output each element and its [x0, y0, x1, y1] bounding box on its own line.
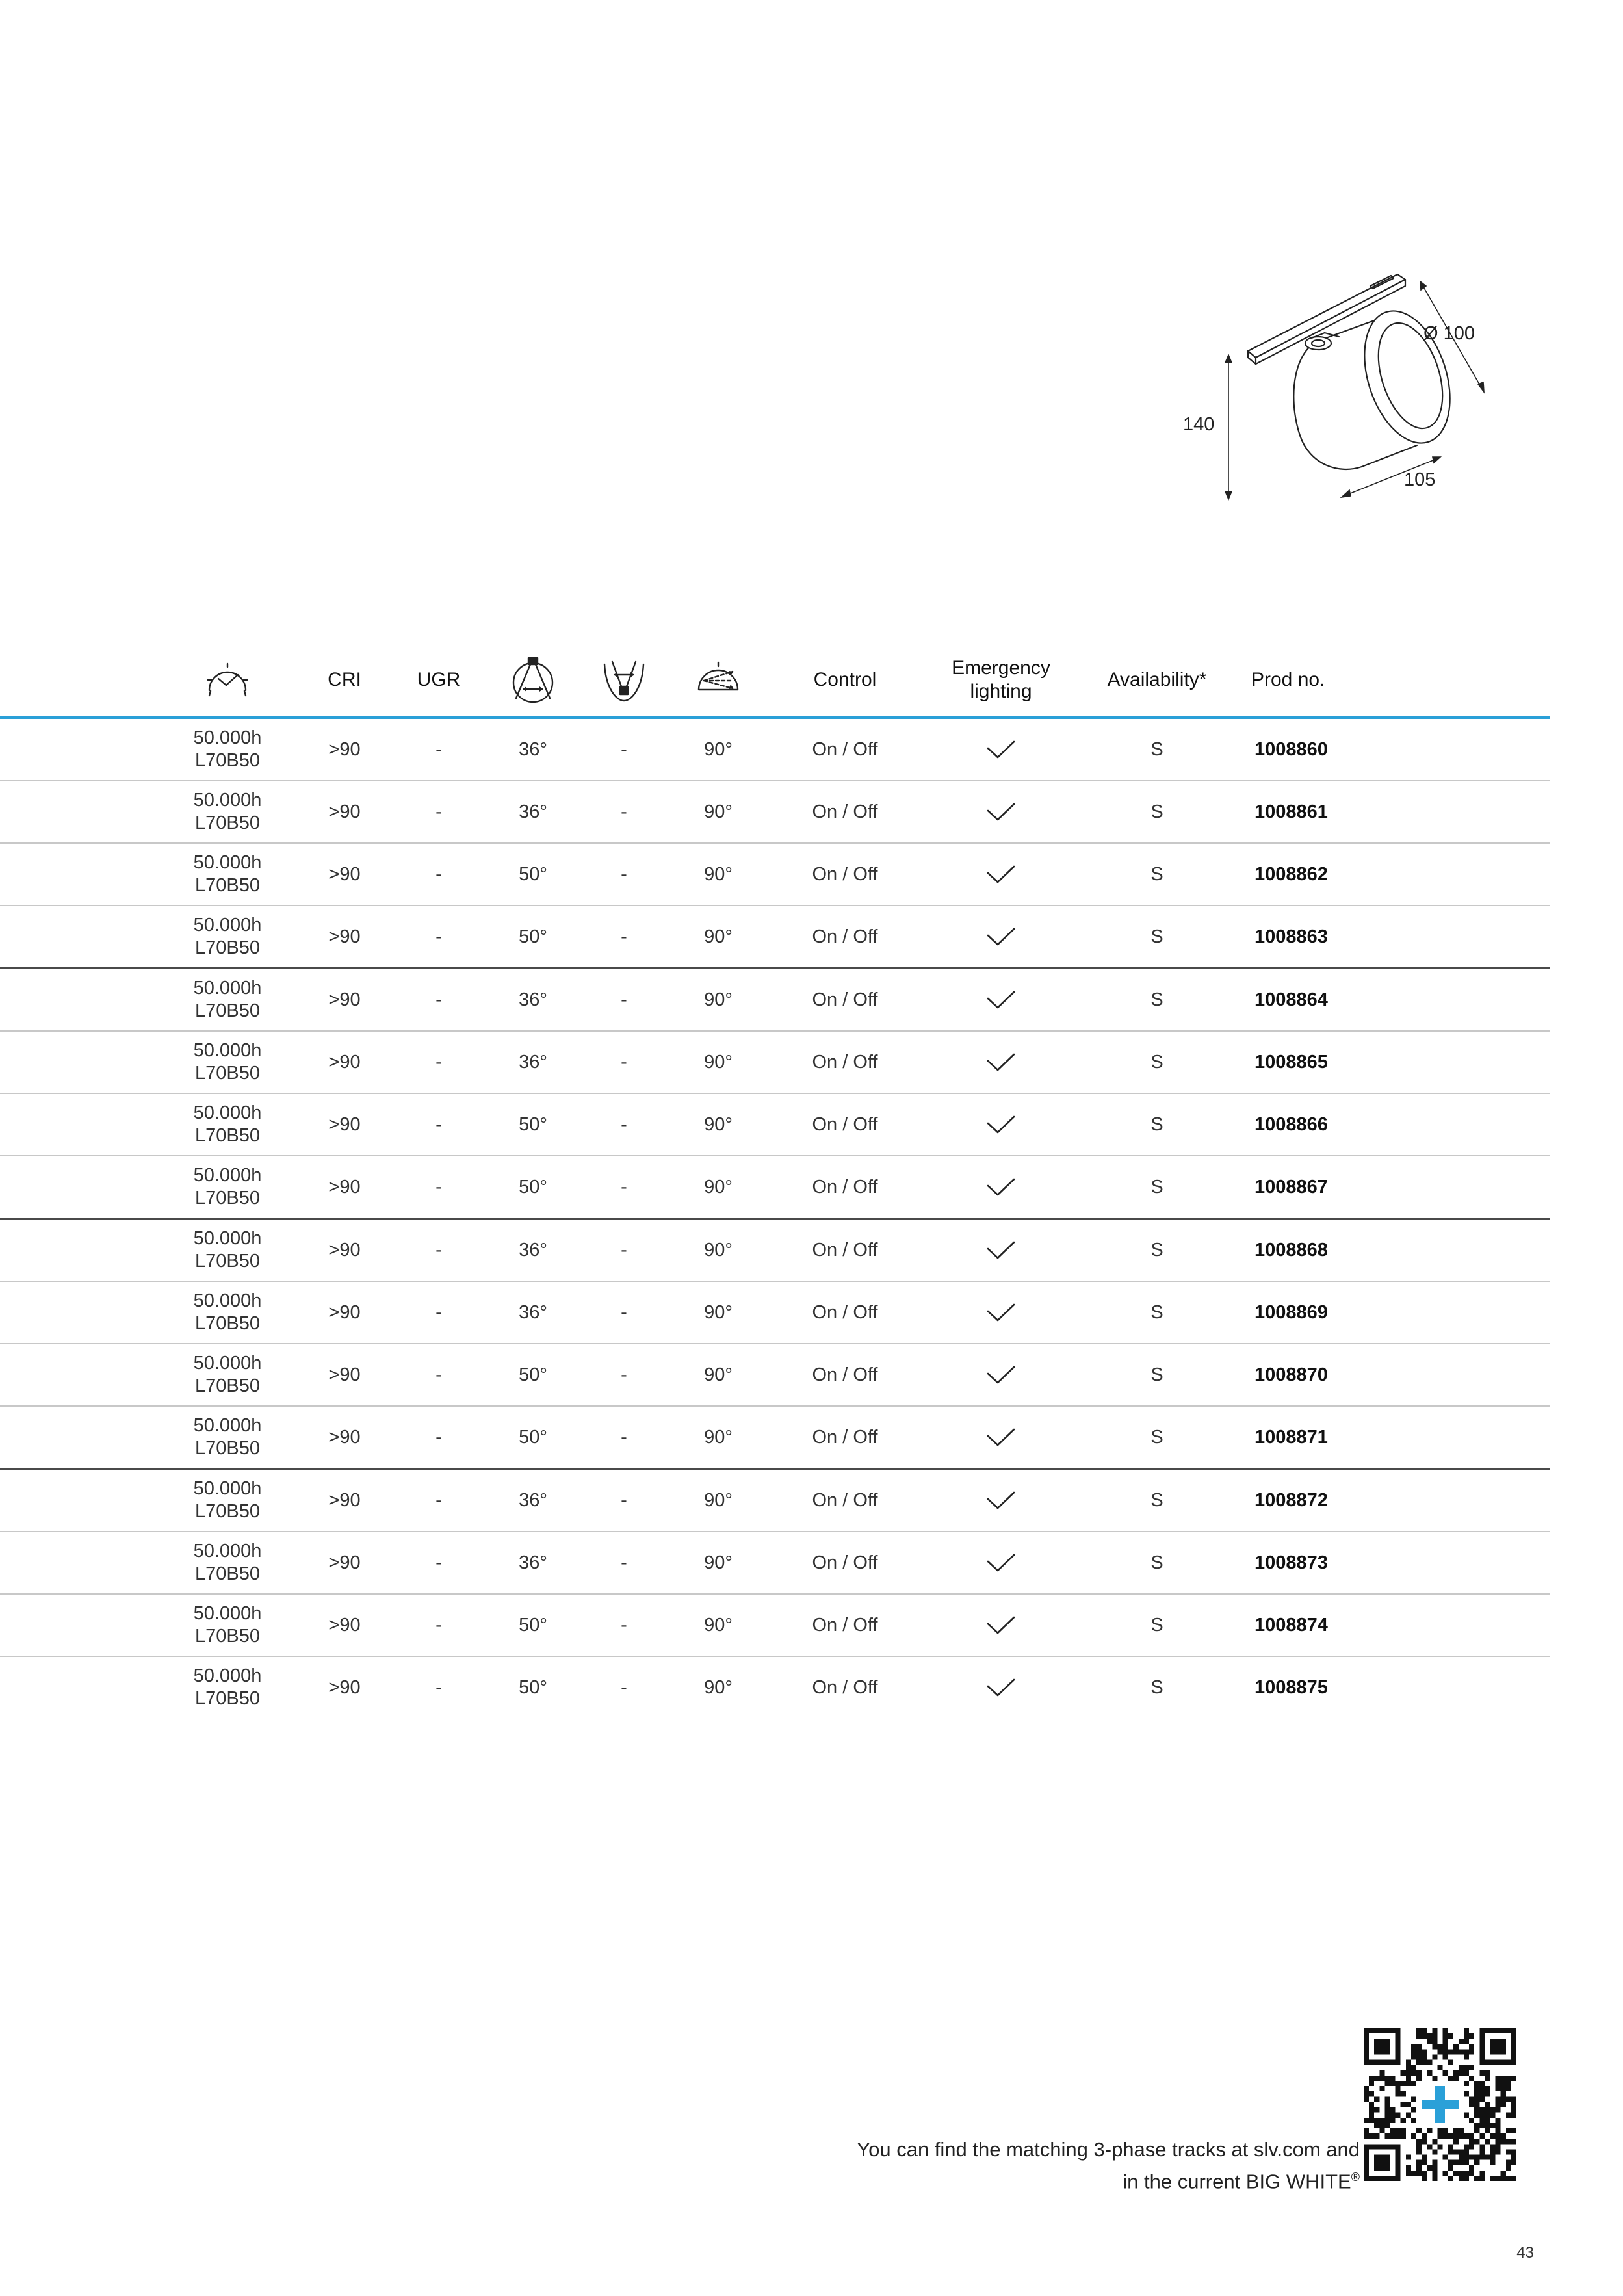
lifetime-hours: 50.000h: [193, 1165, 262, 1186]
wide-beam-cell: -: [621, 863, 627, 885]
lifetime-cell: [162, 719, 292, 780]
cri-cell: >90: [328, 1301, 361, 1323]
table-row: [0, 1094, 1550, 1156]
emergency-cell: [923, 1532, 1079, 1593]
prod-no-cell: 1008863: [1254, 926, 1328, 947]
prod-no-cell: 1008865: [1254, 1051, 1328, 1073]
availability-cell: S: [1150, 738, 1163, 760]
table-body: [0, 719, 1550, 1718]
checkmark-icon: [986, 926, 1016, 947]
control-cell: On / Off: [812, 1552, 878, 1573]
wide-beam-cell: -: [621, 801, 627, 822]
lifetime-header: [162, 644, 292, 716]
prod-no-cell: 1008869: [1254, 1301, 1328, 1323]
ugr-header: UGR: [417, 669, 461, 690]
table-row: [0, 1156, 1550, 1220]
availability-cell: S: [1150, 1676, 1163, 1698]
control-cell: On / Off: [812, 1614, 878, 1636]
lifetime-cell: [162, 1532, 292, 1593]
lifetime-rating: L70B50: [194, 750, 260, 771]
table-row: [0, 1657, 1550, 1718]
availability-cell: S: [1150, 989, 1163, 1010]
lifetime-hours: 50.000h: [193, 1228, 262, 1249]
control-cell: On / Off: [812, 863, 878, 885]
lifetime-cell: [162, 1595, 292, 1656]
emergency-cell: [923, 1094, 1079, 1155]
beam-angle-cell: 50°: [519, 863, 547, 885]
availability-cell: S: [1150, 1614, 1163, 1636]
emergency-cell: [923, 1407, 1079, 1468]
lifetime-rating: L70B50: [194, 1125, 260, 1146]
wide-beam-cell: -: [621, 1489, 627, 1511]
lifetime-rating: L70B50: [194, 937, 260, 958]
tilt-angle-cell: 90°: [704, 1114, 733, 1135]
table-row: [0, 1344, 1550, 1407]
availability-cell: S: [1150, 1114, 1163, 1135]
checkmark-icon: [986, 864, 1016, 885]
beam-angle-cell: 50°: [519, 1114, 547, 1135]
lifetime-hours: 50.000h: [193, 727, 262, 748]
cri-cell: >90: [328, 738, 361, 760]
tilt-angle-header: [679, 644, 757, 716]
lifetime-cell: [162, 1470, 292, 1531]
lifetime-rating: L70B50: [194, 1313, 260, 1334]
table-row: [0, 719, 1550, 781]
ugr-cell: -: [435, 1614, 442, 1636]
control-header: Control: [813, 669, 877, 690]
cri-cell: >90: [328, 1364, 361, 1385]
emergency-cell: [923, 1657, 1079, 1718]
ugr-cell: -: [435, 989, 442, 1010]
emergency-cell: [923, 844, 1079, 905]
cri-cell: >90: [328, 1114, 361, 1135]
cri-cell: >90: [328, 989, 361, 1010]
wide-beam-cell: -: [621, 1051, 627, 1073]
checkmark-icon: [986, 1302, 1016, 1323]
dim-diameter-label: Ø 100: [1423, 323, 1475, 344]
lifetime-hours: 50.000h: [193, 1040, 262, 1061]
lifetime-cell: [162, 1094, 292, 1155]
lifetime-rating: L70B50: [194, 1376, 260, 1396]
table-header-row: [0, 644, 1550, 719]
lifetime-hours: 50.000h: [193, 1290, 262, 1311]
prod-no-cell: 1008870: [1254, 1364, 1328, 1385]
dim-depth-label: 105: [1404, 469, 1436, 490]
table-row: [0, 969, 1550, 1032]
cri-cell: >90: [328, 1614, 361, 1636]
table-row: [0, 781, 1550, 844]
clock-icon: [201, 660, 253, 699]
ugr-cell: -: [435, 1051, 442, 1073]
control-cell: On / Off: [812, 1176, 878, 1197]
page-number: 43: [1516, 2244, 1534, 2262]
availability-cell: S: [1150, 1301, 1163, 1323]
wide-beam-cell: -: [621, 1426, 627, 1448]
emergency-cell: [923, 1220, 1079, 1281]
ugr-cell: -: [435, 1364, 442, 1385]
beam-angle-cell: 36°: [519, 1301, 547, 1323]
tilt-angle-icon: [692, 657, 744, 703]
wide-beam-cell: -: [621, 989, 627, 1010]
lifetime-cell: [162, 1344, 292, 1405]
lifetime-rating: L70B50: [194, 1063, 260, 1084]
cri-cell: >90: [328, 1176, 361, 1197]
cri-cell: >90: [328, 1676, 361, 1698]
emergency-cell: [923, 1470, 1079, 1531]
beam-angle-cell: 50°: [519, 1426, 547, 1448]
checkmark-icon: [986, 739, 1016, 760]
tilt-angle-cell: 90°: [704, 1239, 733, 1260]
beam-angle-cell: 36°: [519, 1239, 547, 1260]
tilt-angle-cell: 90°: [704, 1489, 733, 1511]
lifetime-rating: L70B50: [194, 1563, 260, 1584]
dim-height-label: 140: [1183, 414, 1215, 435]
lifetime-hours: 50.000h: [193, 1415, 262, 1436]
emergency-cell: [923, 906, 1079, 967]
tilt-angle-cell: 90°: [704, 1364, 733, 1385]
lifetime-hours: 50.000h: [193, 1541, 262, 1561]
ugr-cell: -: [435, 738, 442, 760]
lifetime-hours: 50.000h: [193, 790, 262, 811]
lifetime-rating: L70B50: [194, 1626, 260, 1647]
lifetime-rating: L70B50: [194, 1688, 260, 1709]
wide-beam-cell: -: [621, 1552, 627, 1573]
lifetime-cell: [162, 1156, 292, 1218]
wide-beam-cell: -: [621, 926, 627, 947]
availability-cell: S: [1150, 863, 1163, 885]
control-cell: On / Off: [812, 801, 878, 822]
lifetime-cell: [162, 1282, 292, 1343]
ugr-cell: -: [435, 1176, 442, 1197]
cri-cell: >90: [328, 926, 361, 947]
beam-angle-header: [494, 644, 572, 716]
prod-no-header: Prod no.: [1251, 669, 1325, 690]
lifetime-hours: 50.000h: [193, 978, 262, 998]
prod-no-cell: 1008860: [1254, 738, 1328, 760]
product-dimension-drawing: [1183, 260, 1521, 514]
control-cell: On / Off: [812, 1426, 878, 1448]
cri-cell: >90: [328, 1239, 361, 1260]
control-cell: On / Off: [812, 1239, 878, 1260]
lifetime-hours: 50.000h: [193, 915, 262, 935]
emergency-cell: [923, 1595, 1079, 1656]
prod-no-cell: 1008873: [1254, 1552, 1328, 1573]
lifetime-cell: [162, 844, 292, 905]
cri-cell: >90: [328, 863, 361, 885]
tilt-angle-cell: 90°: [704, 863, 733, 885]
beam-angle-cell: 50°: [519, 926, 547, 947]
tracks-footnote: [857, 2135, 1360, 2195]
prod-no-cell: 1008875: [1254, 1676, 1328, 1698]
lifetime-rating: L70B50: [194, 1188, 260, 1208]
lifetime-cell: [162, 906, 292, 967]
table-row: [0, 1282, 1550, 1344]
cri-cell: >90: [328, 1426, 361, 1448]
table-row: [0, 906, 1550, 969]
lifetime-cell: [162, 1032, 292, 1093]
lifetime-rating: L70B50: [194, 875, 260, 896]
control-cell: On / Off: [812, 926, 878, 947]
lifetime-rating: L70B50: [194, 1438, 260, 1459]
emergency-header-label: Emergency lighting: [952, 657, 1050, 702]
ugr-cell: -: [435, 1552, 442, 1573]
emergency-cell: [923, 1156, 1079, 1218]
emergency-cell: [923, 719, 1079, 780]
availability-cell: S: [1150, 1552, 1163, 1573]
ugr-cell: -: [435, 1489, 442, 1511]
lifetime-rating: L70B50: [194, 1000, 260, 1021]
registered-mark: ®: [1351, 2171, 1360, 2184]
checkmark-icon: [986, 802, 1016, 822]
cri-cell: >90: [328, 1051, 361, 1073]
tilt-angle-cell: 90°: [704, 738, 733, 760]
cri-cell: >90: [328, 1552, 361, 1573]
table-row: [0, 1532, 1550, 1595]
wide-beam-cell: -: [621, 1301, 627, 1323]
table-row: [0, 1032, 1550, 1094]
beam-angle-icon: [507, 655, 559, 705]
emergency-cell: [923, 969, 1079, 1030]
ugr-cell: -: [435, 1239, 442, 1260]
control-cell: On / Off: [812, 1489, 878, 1511]
table-row: [0, 1470, 1550, 1532]
cri-header: CRI: [328, 669, 361, 690]
lifetime-cell: [162, 1407, 292, 1468]
table-row: [0, 1407, 1550, 1470]
table-row: [0, 844, 1550, 906]
cri-cell: >90: [328, 1489, 361, 1511]
beam-angle-cell: 36°: [519, 738, 547, 760]
lifetime-cell: [162, 1220, 292, 1281]
lifetime-rating: L70B50: [194, 813, 260, 833]
ugr-cell: -: [435, 1426, 442, 1448]
tilt-angle-cell: 90°: [704, 1614, 733, 1636]
emergency-cell: [923, 1032, 1079, 1093]
tilt-angle-cell: 90°: [704, 926, 733, 947]
availability-header: Availability*: [1107, 669, 1207, 690]
beam-angle-cell: 50°: [519, 1176, 547, 1197]
prod-no-cell: 1008868: [1254, 1239, 1328, 1260]
wide-beam-cell: -: [621, 1364, 627, 1385]
checkmark-icon: [986, 1552, 1016, 1573]
beam-angle-cell: 50°: [519, 1614, 547, 1636]
control-cell: On / Off: [812, 1114, 878, 1135]
table-row: [0, 1220, 1550, 1282]
lifetime-cell: [162, 969, 292, 1030]
specification-table: [0, 644, 1550, 1718]
availability-cell: S: [1150, 801, 1163, 822]
ugr-cell: -: [435, 863, 442, 885]
prod-no-cell: 1008864: [1254, 989, 1328, 1010]
prod-no-cell: 1008867: [1254, 1176, 1328, 1197]
availability-cell: S: [1150, 1239, 1163, 1260]
checkmark-icon: [986, 1490, 1016, 1511]
availability-cell: S: [1150, 1426, 1163, 1448]
availability-cell: S: [1150, 1489, 1163, 1511]
control-cell: On / Off: [812, 989, 878, 1010]
wide-beam-angle-icon: [598, 655, 650, 705]
beam-angle-cell: 36°: [519, 1489, 547, 1511]
footnote-line-2: [857, 2163, 1360, 2195]
checkmark-icon: [986, 1177, 1016, 1197]
ugr-cell: -: [435, 801, 442, 822]
lifetime-rating: L70B50: [194, 1501, 260, 1522]
prod-no-cell: 1008862: [1254, 863, 1328, 885]
beam-angle-cell: 50°: [519, 1364, 547, 1385]
footnote-line-1: You can find the matching 3-phase tracks at slv.com and: [857, 2138, 1360, 2161]
prod-no-cell: 1008866: [1254, 1114, 1328, 1135]
beam-angle-cell: 36°: [519, 989, 547, 1010]
checkmark-icon: [986, 1240, 1016, 1260]
table-row: [0, 1595, 1550, 1657]
lifetime-rating: L70B50: [194, 1251, 260, 1272]
tilt-angle-cell: 90°: [704, 1676, 733, 1698]
tilt-angle-cell: 90°: [704, 801, 733, 822]
checkmark-icon: [986, 1677, 1016, 1698]
lifetime-hours: 50.000h: [193, 1603, 262, 1624]
checkmark-icon: [986, 1114, 1016, 1135]
lifetime-cell: [162, 1657, 292, 1718]
wide-beam-cell: -: [621, 1676, 627, 1698]
wide-beam-cell: -: [621, 1239, 627, 1260]
emergency-cell: [923, 781, 1079, 842]
availability-cell: S: [1150, 926, 1163, 947]
lifetime-cell: [162, 781, 292, 842]
lifetime-hours: 50.000h: [193, 1353, 262, 1374]
control-cell: On / Off: [812, 1676, 878, 1698]
emergency-header: [923, 644, 1079, 716]
prod-no-cell: 1008874: [1254, 1614, 1328, 1636]
emergency-cell: [923, 1344, 1079, 1405]
beam-angle-cell: 36°: [519, 1051, 547, 1073]
tilt-angle-cell: 90°: [704, 1051, 733, 1073]
checkmark-icon: [986, 1364, 1016, 1385]
footnote-line-2-text: in the current BIG WHITE: [1123, 2170, 1351, 2193]
control-cell: On / Off: [812, 1364, 878, 1385]
prod-no-cell: 1008871: [1254, 1426, 1328, 1448]
tilt-angle-cell: 90°: [704, 1301, 733, 1323]
availability-cell: S: [1150, 1364, 1163, 1385]
lifetime-hours: 50.000h: [193, 1102, 262, 1123]
checkmark-icon: [986, 1615, 1016, 1636]
beam-angle-cell: 36°: [519, 1552, 547, 1573]
tilt-angle-cell: 90°: [704, 1426, 733, 1448]
checkmark-icon: [986, 1052, 1016, 1073]
wide-beam-cell: -: [621, 1176, 627, 1197]
ugr-cell: -: [435, 1114, 442, 1135]
ugr-cell: -: [435, 926, 442, 947]
wide-beam-cell: -: [621, 1114, 627, 1135]
tilt-angle-cell: 90°: [704, 989, 733, 1010]
prod-no-cell: 1008861: [1254, 801, 1328, 822]
checkmark-icon: [986, 989, 1016, 1010]
tilt-angle-cell: 90°: [704, 1176, 733, 1197]
qr-code-icon[interactable]: [1364, 2028, 1516, 2181]
availability-cell: S: [1150, 1176, 1163, 1197]
lifetime-hours: 50.000h: [193, 1665, 262, 1686]
wide-beam-header: [585, 644, 663, 716]
control-cell: On / Off: [812, 1051, 878, 1073]
beam-angle-cell: 36°: [519, 801, 547, 822]
availability-cell: S: [1150, 1051, 1163, 1073]
cri-cell: >90: [328, 801, 361, 822]
wide-beam-cell: -: [621, 1614, 627, 1636]
beam-angle-cell: 50°: [519, 1676, 547, 1698]
wide-beam-cell: -: [621, 738, 627, 760]
control-cell: On / Off: [812, 1301, 878, 1323]
ugr-cell: -: [435, 1301, 442, 1323]
lifetime-hours: 50.000h: [193, 852, 262, 873]
tilt-angle-cell: 90°: [704, 1552, 733, 1573]
prod-no-cell: 1008872: [1254, 1489, 1328, 1511]
checkmark-icon: [986, 1427, 1016, 1448]
lifetime-hours: 50.000h: [193, 1478, 262, 1499]
ugr-cell: -: [435, 1676, 442, 1698]
emergency-cell: [923, 1282, 1079, 1343]
control-cell: On / Off: [812, 738, 878, 760]
